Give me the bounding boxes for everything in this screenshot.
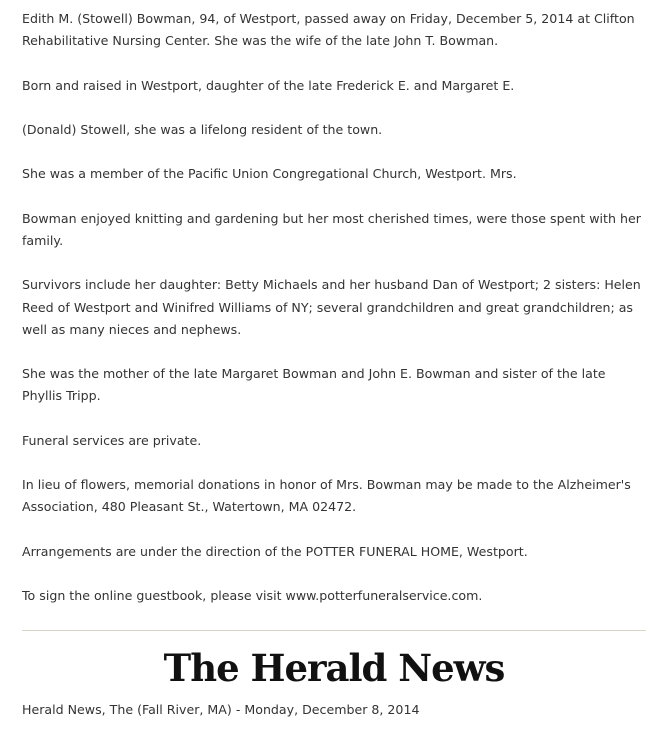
section-divider	[22, 630, 646, 631]
paragraph-guestbook: To sign the online guestbook, please visit www.potterfuneralservice.com.	[22, 588, 483, 604]
obituary-article	[22, 8, 646, 630]
paragraph-funeral-services: Funeral services are private.	[22, 432, 202, 448]
paragraph-death-notice: Edith M. (Stowell) Bowman, 94, of Westport, passed away on Friday, December 5, 2014 at Clifton Rehabilitative Nursing Center. She was the wife of the late John T. Bowman.	[22, 11, 635, 49]
paragraph-hobbies: Bowman enjoyed knitting and gardening but her most cherished times, were those spent with her family.	[22, 210, 641, 248]
paragraph-church-member: She was a member of the Pacific Union Congregational Church, Westport. Mrs.	[22, 166, 517, 182]
newspaper-masthead-logo: The Herald News	[163, 646, 505, 690]
paragraph-memorial-donations: In lieu of flowers, memorial donations in honor of Mrs. Bowman may be made to the Alzheimer's Association, 480 Pleasant St., Watertown, MA 02472.	[22, 477, 631, 515]
paragraph-survivors: Survivors include her daughter: Betty Michaels and her husband Dan of Westport; 2 sisters: Helen Reed of Westport and Winifred Williams of NY; several grandchildren and great grandchildren; as well as many nieces and nephews.	[22, 277, 641, 337]
paragraph-predeceased: She was the mother of the late Margaret Bowman and John E. Bowman and sister of the late Phyllis Tripp.	[22, 366, 606, 404]
publication-source-line: Herald News, The (Fall River, MA) - Monday, December 8, 2014	[22, 702, 420, 717]
paragraph-born-raised: Born and raised in Westport, daughter of the late Frederick E. and Margaret E.	[22, 77, 515, 93]
paragraph-arrangements: Arrangements are under the direction of the POTTER FUNERAL HOME, Westport.	[22, 543, 528, 559]
paragraph-lifelong-resident: (Donald) Stowell, she was a lifelong resident of the town.	[22, 121, 383, 137]
